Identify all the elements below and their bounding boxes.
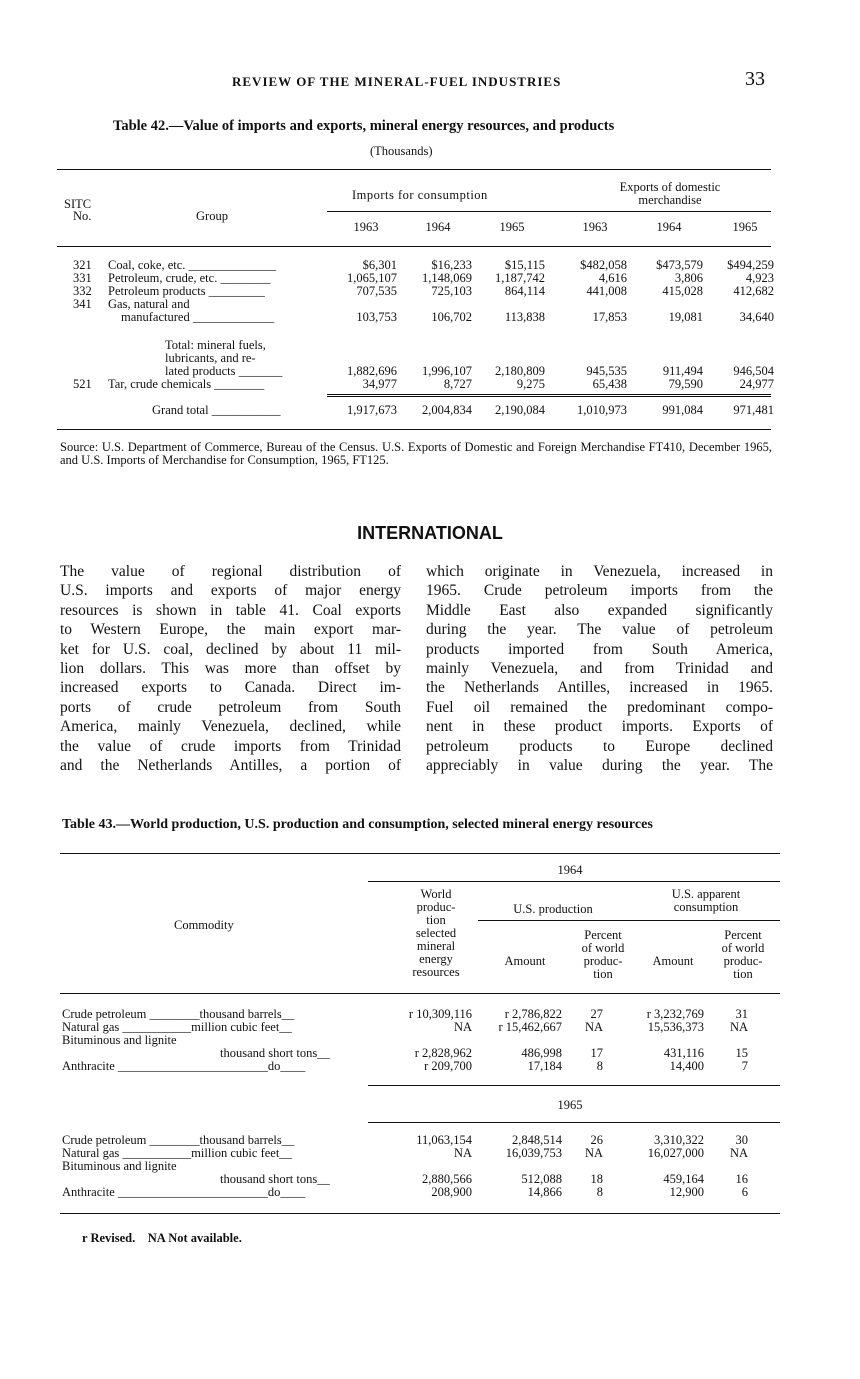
table42-cell: 415,028 — [662, 284, 703, 298]
table42-cell: 19,081 — [668, 310, 703, 324]
body-line: the value of crude imports from Trinidad — [60, 737, 401, 755]
table43-year-rule — [368, 881, 780, 882]
body-line: ket for U.S. coal, declined by about 11 mil- — [60, 640, 401, 658]
table42-cell: 412,682 — [733, 284, 774, 298]
table43-cell: 18 — [590, 1172, 603, 1186]
table43-year-1965: 1965 — [557, 1098, 583, 1112]
table42-total-label: Total: mineral fuels, — [165, 338, 266, 352]
body-line: to Western Europe, the main export mar- — [60, 621, 401, 639]
body-line: resources is shown in table 41. Coal exports — [60, 601, 401, 619]
table42-year-header: 1963 — [582, 220, 608, 234]
table43-cell: 12,900 — [669, 1185, 704, 1199]
table43-cell: r 2,828,962 — [414, 1046, 472, 1060]
body-line: nent in these product imports. Exports of — [426, 718, 773, 736]
table42-cell: 441,008 — [586, 284, 627, 298]
table43-cell: 8 — [596, 1185, 603, 1199]
body-line: products imported from South America, — [426, 640, 773, 658]
section-heading: INTERNATIONAL — [357, 523, 503, 543]
table43-header-commodity: Commodity — [174, 918, 234, 932]
table43-mid-rule-2 — [368, 1122, 780, 1123]
table43-commodity-unit: thousand short tons__ — [220, 1172, 330, 1186]
table42-cell: 911,494 — [662, 364, 703, 378]
table43-commodity: Bituminous and lignite — [62, 1159, 177, 1173]
table42-header-exports-1: Exports of domestic — [619, 180, 721, 194]
table42-cell: 945,535 — [586, 364, 627, 378]
table43-commodity: Natural gas ___________million cubic feet__ — [62, 1146, 292, 1160]
table42-cell: 864,114 — [504, 284, 545, 298]
table43-cell: 8 — [596, 1059, 603, 1073]
table42-cell: 3,806 — [674, 271, 703, 285]
table43-cell: 31 — [735, 1007, 748, 1021]
table43-cell: 2,880,566 — [422, 1172, 472, 1186]
table43-cell: 486,998 — [521, 1046, 562, 1060]
table42-cell: 2,190,084 — [495, 403, 545, 417]
table42-total-rule — [327, 394, 771, 397]
table43-header-bottom-rule — [60, 993, 780, 994]
table42-cell: $16,233 — [431, 258, 472, 272]
table43-header-percent: Percent — [584, 928, 622, 942]
table42-cell: 1,010,973 — [577, 403, 627, 417]
table42-cell: 946,504 — [733, 364, 774, 378]
table43-cell: 26 — [590, 1133, 603, 1147]
table42-header-group: Group — [196, 209, 228, 223]
table42-cell: $473,579 — [656, 258, 703, 272]
body-line: petroleum products to Europe declined — [426, 737, 773, 755]
table43-cell: 30 — [735, 1133, 748, 1147]
table42-cell: 8,727 — [443, 377, 472, 391]
body-column-left — [60, 562, 401, 775]
table42-total-label: lated products _______ — [165, 364, 283, 378]
table42-cell: 2,004,834 — [422, 403, 472, 417]
body-line: appreciably in value during the year. The — [426, 756, 773, 774]
table42-header-bottom-rule — [57, 246, 771, 247]
table42-cell: 34,977 — [362, 377, 397, 391]
table42-caption: Table 42.—Value of imports and exports, mineral energy resources, and products — [113, 118, 615, 134]
table43-footnote: r Revised. NA Not available. — [82, 1231, 242, 1245]
table42-cell: 725,103 — [431, 284, 472, 298]
table43-header-percent: Percent — [724, 928, 762, 942]
table42-bottom-rule — [57, 429, 771, 430]
table43-subheader-rule — [478, 920, 780, 921]
table42-group: Gas, natural and — [108, 297, 190, 311]
table43-cell: r 2,786,822 — [504, 1007, 562, 1021]
table42-cell: 971,481 — [733, 403, 774, 417]
table43-mid-rule — [368, 1085, 780, 1086]
table43-cell: NA — [729, 1020, 748, 1034]
table43-cell: 14,400 — [669, 1059, 704, 1073]
table42-group: manufactured _____________ — [121, 310, 275, 324]
table43-cell: 16,027,000 — [647, 1146, 704, 1160]
table43-world-header-line: resources — [412, 965, 460, 979]
table42-group: Petroleum products _________ — [108, 284, 265, 298]
table42-year-header: 1965 — [732, 220, 758, 234]
table43-caption: Table 43.—World production, U.S. production and consumption, selected mineral energy resources — [62, 817, 653, 832]
table43-world-header-line: selected — [415, 926, 457, 940]
body-line: and the Netherlands Antilles, a portion of — [60, 756, 401, 774]
table43-cell: 16 — [735, 1172, 748, 1186]
body-line: America, mainly Venezuela, declined, while — [60, 718, 401, 736]
table42-cell: 1,148,069 — [422, 271, 472, 285]
table42-grand-total-label: Grand total ___________ — [152, 403, 281, 417]
table42-cell: 1,187,742 — [495, 271, 545, 285]
table43-world-header-line: World — [420, 887, 452, 901]
table43-year-1964: 1964 — [557, 863, 583, 877]
table42-year-header: 1964 — [656, 220, 682, 234]
table43-header-percent: tion — [593, 967, 613, 981]
table43-cell: 17 — [590, 1046, 603, 1060]
body-line: during the year. The value of petroleum — [426, 621, 773, 639]
table42-top-rule — [57, 169, 771, 170]
table42-cell: 34,640 — [739, 310, 774, 324]
table43-world-header-line: mineral — [416, 939, 456, 953]
table42-sitc: 331 — [73, 271, 92, 285]
table42-cell: 1,882,696 — [347, 364, 397, 378]
table43-cell: r 209,700 — [424, 1059, 472, 1073]
table43-header-usprod: U.S. production — [513, 902, 593, 916]
table43-cell: r 15,462,667 — [498, 1020, 562, 1034]
table43-header-percent: of world — [581, 941, 625, 955]
page-number: 33 — [745, 68, 765, 90]
table43-world-header-line: tion — [426, 913, 446, 927]
table43-header-percent: produc- — [723, 954, 763, 968]
table43-cell: r 3,232,769 — [646, 1007, 704, 1021]
table42-header-imports: Imports for consumption — [352, 188, 488, 202]
table43-cell: 27 — [590, 1007, 603, 1021]
table43-cell: NA — [584, 1020, 603, 1034]
table43-cell: 15,536,373 — [647, 1020, 704, 1034]
table42-cell: 4,616 — [598, 271, 627, 285]
table43-cell: 512,088 — [521, 1172, 562, 1186]
table43-header-percent: produc- — [583, 954, 623, 968]
table43-cell: 17,184 — [527, 1059, 562, 1073]
table42-header-sitc: SITC — [64, 197, 92, 211]
table42-header-no: No. — [73, 209, 92, 223]
table43-commodity: Crude petroleum ________thousand barrels__ — [62, 1007, 295, 1021]
table42-group: Tar, crude chemicals ________ — [108, 377, 265, 391]
table42-header-exports-2: merchandise — [638, 193, 702, 207]
table42-sitc: 341 — [73, 297, 92, 311]
body-line: Fuel oil remained the predominant compo- — [426, 698, 773, 716]
table43-cell: 16,039,753 — [505, 1146, 562, 1160]
table43-cell: NA — [584, 1146, 603, 1160]
table42-year-header: 1965 — [499, 220, 525, 234]
table42-sitc: 521 — [73, 377, 92, 391]
table42-cell: 1,996,107 — [422, 364, 472, 378]
table42-subheader-rule — [327, 211, 771, 212]
body-line: increased exports to Canada. Direct im- — [60, 679, 401, 697]
table43-commodity: Crude petroleum ________thousand barrels__ — [62, 1133, 295, 1147]
table42-cell: 79,590 — [668, 377, 703, 391]
body-line: lion dollars. This was more than offset by — [60, 659, 401, 677]
table43-cell: NA — [453, 1146, 472, 1160]
body-line: U.S. imports and exports of major energy — [60, 582, 401, 600]
table42-cell: $6,301 — [362, 258, 397, 272]
table43-bottom-rule — [60, 1213, 780, 1214]
table43-commodity: Anthracite ________________________do____ — [62, 1185, 306, 1199]
table42-cell: 2,180,809 — [495, 364, 545, 378]
table42-cell: 17,853 — [592, 310, 627, 324]
table42-cell: 9,275 — [516, 377, 545, 391]
table42-group: Petroleum, crude, etc. ________ — [108, 271, 271, 285]
table43-cell: 14,866 — [527, 1185, 562, 1199]
table43-header-percent: tion — [733, 967, 753, 981]
table42-sitc: 332 — [73, 284, 92, 298]
body-column-right — [426, 562, 773, 775]
table42-cell: $15,115 — [504, 258, 545, 272]
table43-cell: 208,900 — [431, 1185, 472, 1199]
table43-header-amount: Amount — [652, 954, 694, 968]
table43-world-header-line: produc- — [416, 900, 456, 914]
table42-source-note: Source: U.S. Department of Commerce, Bureau of the Census. U.S. Exports of Domestic and Foreign Merchandise FT410, December 1965, and U.S. Imports of Merchandise for Consumption, 1965, FT125. — [60, 440, 772, 467]
table43-cell: 2,848,514 — [512, 1133, 562, 1147]
table43-cell: 11,063,154 — [416, 1133, 472, 1147]
table42-year-header: 1964 — [425, 220, 451, 234]
table43-cell: 6 — [741, 1185, 748, 1199]
table42-cell: 991,084 — [662, 403, 703, 417]
table42-cell: 707,535 — [356, 284, 397, 298]
body-line: Middle East also expanded significantly — [426, 601, 773, 619]
table43-cell: 431,116 — [663, 1046, 704, 1060]
table42-cell: 1,065,107 — [347, 271, 397, 285]
table43-cell: 7 — [741, 1059, 748, 1073]
table42-total-label: lubricants, and re- — [165, 351, 256, 365]
table43-header-uscons-2: consumption — [673, 900, 739, 914]
table43-commodity-unit: thousand short tons__ — [220, 1046, 330, 1060]
table42-cell: $482,058 — [580, 258, 627, 272]
body-line: which originate in Venezuela, increased in — [426, 563, 773, 580]
table43-commodity: Anthracite ________________________do____ — [62, 1059, 306, 1073]
table43-cell: NA — [729, 1146, 748, 1160]
body-line: mainly Venezuela, and from Trinidad and — [426, 659, 773, 677]
table42-cell: $494,259 — [727, 258, 774, 272]
table43-cell: NA — [453, 1020, 472, 1034]
table42-year-header: 1963 — [353, 220, 379, 234]
table43-commodity: Bituminous and lignite — [62, 1033, 177, 1047]
table43-header-uscons-1: U.S. apparent — [671, 887, 741, 901]
table42-cell: 4,923 — [745, 271, 774, 285]
table42-cell: 106,702 — [431, 310, 472, 324]
body-line: the Netherlands Antilles, increased in 1965. — [426, 679, 773, 697]
body-line: 1965. Crude petroleum imports from the — [426, 582, 773, 600]
table43-world-header-line: energy — [419, 952, 453, 966]
table43-header-percent: of world — [721, 941, 765, 955]
body-line: The value of regional distribution of — [60, 563, 401, 580]
table43-commodity: Natural gas ___________million cubic feet__ — [62, 1020, 292, 1034]
table43-top-rule — [60, 853, 780, 854]
table43-header-amount: Amount — [504, 954, 546, 968]
table43-cell: 459,164 — [663, 1172, 704, 1186]
table42-cell: 65,438 — [592, 377, 627, 391]
table42-sitc: 321 — [73, 258, 92, 272]
table43-cell: 15 — [735, 1046, 748, 1060]
body-line: ports of crude petroleum from South — [60, 698, 401, 716]
table42-units: (Thousands) — [370, 144, 433, 158]
table42-cell: 1,917,673 — [347, 403, 397, 417]
running-head: REVIEW OF THE MINERAL-FUEL INDUSTRIES — [232, 74, 562, 89]
table43-cell: r 10,309,116 — [408, 1007, 472, 1021]
table42-cell: 113,838 — [504, 310, 545, 324]
table42-group: Coal, coke, etc. ______________ — [108, 258, 277, 272]
table42-cell: 24,977 — [739, 377, 774, 391]
table43-cell: 3,310,322 — [654, 1133, 704, 1147]
table42-cell: 103,753 — [356, 310, 397, 324]
